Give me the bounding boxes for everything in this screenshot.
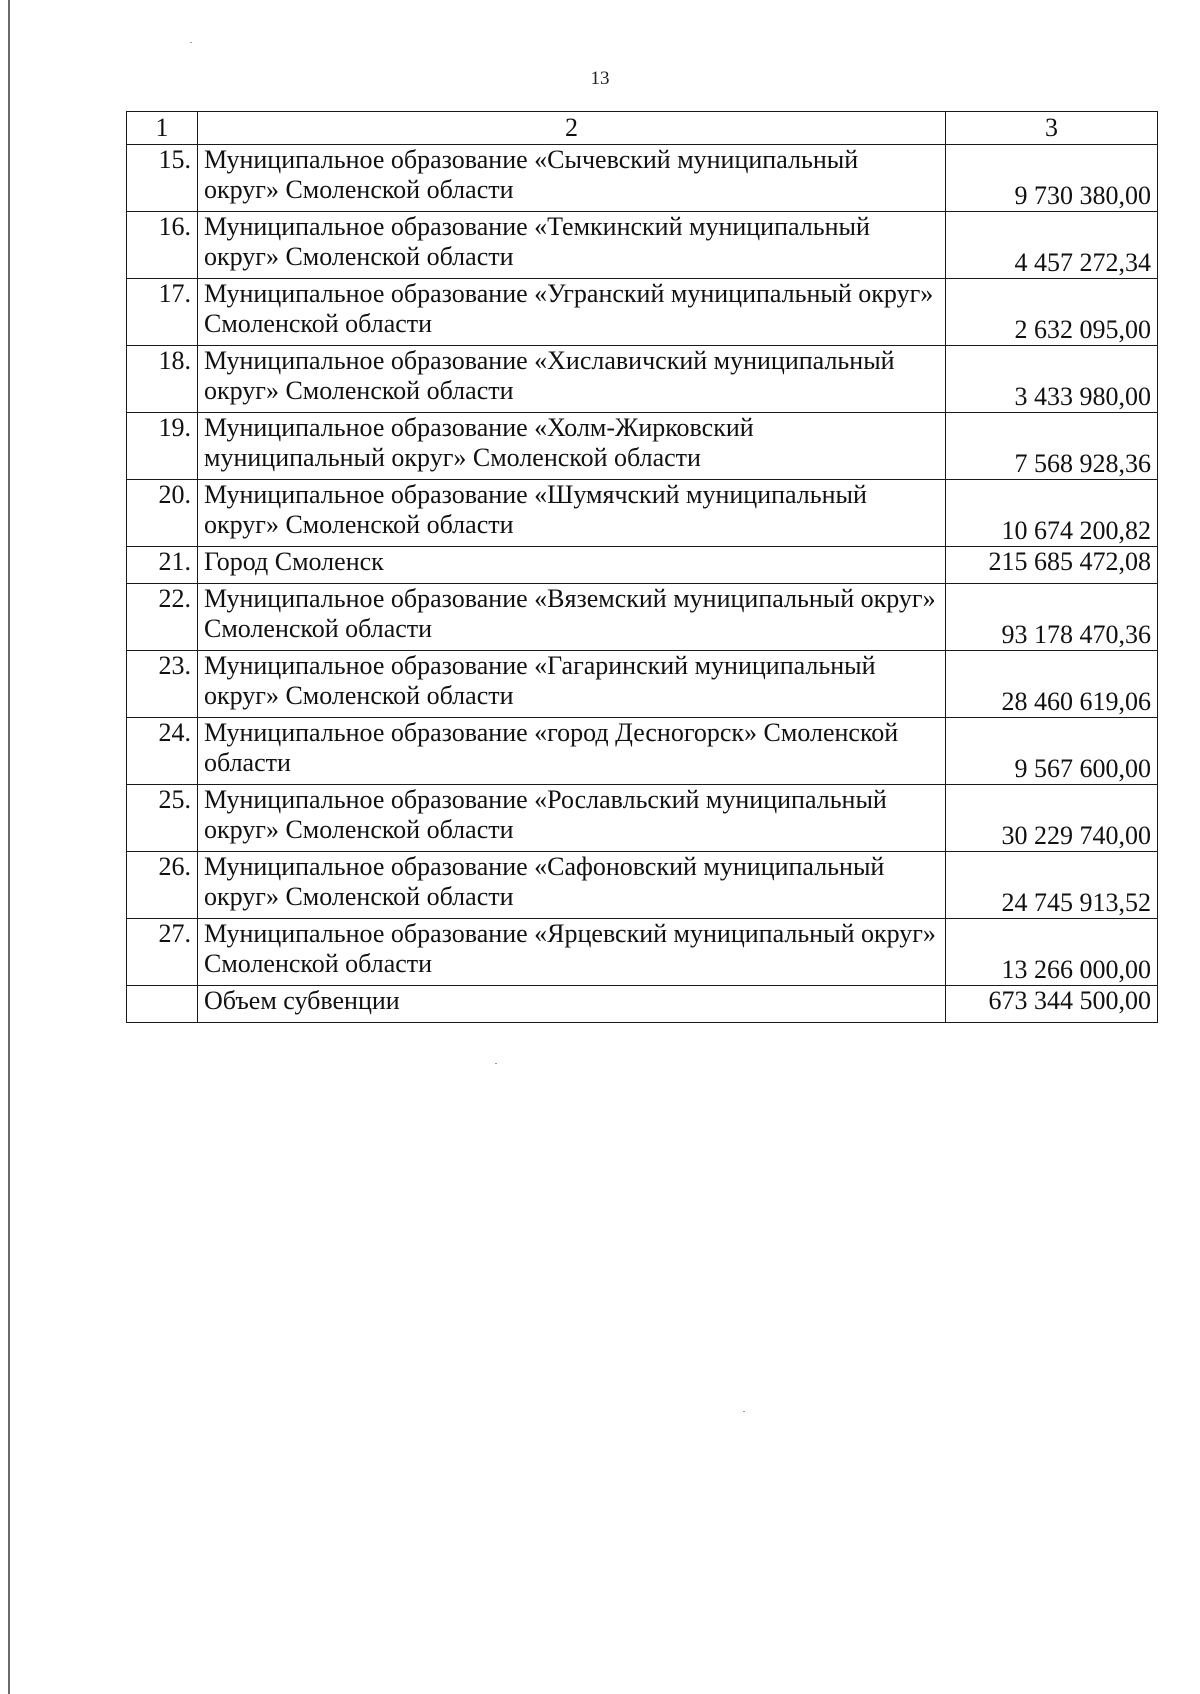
row-name: Муниципальное образование «Вяземский муниципальный округ» Смоленской области — [198, 584, 946, 651]
row-num: 21. — [127, 547, 198, 584]
row-num: 23. — [127, 651, 198, 718]
row-amount: 215 685 472,08 — [946, 547, 1158, 584]
table-header-row — [127, 112, 1158, 145]
row-amount: 9 567 600,00 — [946, 718, 1158, 785]
row-amount: 30 229 740,00 — [946, 785, 1158, 852]
table-body — [127, 112, 1158, 1023]
page-number: 13 — [590, 68, 610, 89]
table-row — [127, 852, 1158, 919]
table-row — [127, 480, 1158, 547]
row-name: Муниципальное образование «Холм-Жирковский муниципальный округ» Смоленской области — [198, 413, 946, 480]
row-amount: 13 266 000,00 — [946, 919, 1158, 986]
header-cell-name: 2 — [198, 112, 946, 145]
row-num: 25. — [127, 785, 198, 852]
scan-speck — [743, 1411, 745, 1412]
row-num: 27. — [127, 919, 198, 986]
table-row — [127, 413, 1158, 480]
table-row — [127, 919, 1158, 986]
row-num: 19. — [127, 413, 198, 480]
row-name: Муниципальное образование «Угранский муниципальный округ» Смоленской области — [198, 279, 946, 346]
row-name: Муниципальное образование «Темкинский муниципальный округ» Смоленской области — [198, 212, 946, 279]
row-num: 17. — [127, 279, 198, 346]
row-name: Муниципальное образование «Хиславичский муниципальный округ» Смоленской области — [198, 346, 946, 413]
row-num: 15. — [127, 145, 198, 212]
table-row — [127, 346, 1158, 413]
row-amount: 3 433 980,00 — [946, 346, 1158, 413]
row-num: 20. — [127, 480, 198, 547]
row-amount: 10 674 200,82 — [946, 480, 1158, 547]
row-name: Муниципальное образование «Сычевский муниципальный округ» Смоленской области — [198, 145, 946, 212]
row-amount: 2 632 095,00 — [946, 279, 1158, 346]
row-name: Город Смоленск — [198, 547, 946, 584]
table-row — [127, 718, 1158, 785]
row-name: Объем субвенции — [198, 986, 946, 1023]
table-row — [127, 212, 1158, 279]
row-name: Муниципальное образование «город Десногорск» Смоленской области — [198, 718, 946, 785]
row-name: Муниципальное образование «Ярцевский муниципальный округ» Смоленской области — [198, 919, 946, 986]
table-row — [127, 651, 1158, 718]
row-num: 22. — [127, 584, 198, 651]
row-num: 16. — [127, 212, 198, 279]
row-amount: 673 344 500,00 — [946, 986, 1158, 1023]
table-row — [127, 279, 1158, 346]
subvention-table — [126, 111, 1158, 1023]
row-amount: 4 457 272,34 — [946, 212, 1158, 279]
table-row — [127, 584, 1158, 651]
table-row — [127, 547, 1158, 584]
table-total-row — [127, 986, 1158, 1023]
row-num — [127, 986, 198, 1023]
row-amount: 93 178 470,36 — [946, 584, 1158, 651]
row-name: Муниципальное образование «Сафоновский муниципальный округ» Смоленской области — [198, 852, 946, 919]
scan-speck — [190, 42, 192, 43]
header-cell-num: 1 — [127, 112, 198, 145]
row-num: 26. — [127, 852, 198, 919]
row-name: Муниципальное образование «Шумячский муниципальный округ» Смоленской области — [198, 480, 946, 547]
row-name: Муниципальное образование «Рославльский муниципальный округ» Смоленской области — [198, 785, 946, 852]
row-amount: 28 460 619,06 — [946, 651, 1158, 718]
table-row — [127, 145, 1158, 212]
row-amount: 9 730 380,00 — [946, 145, 1158, 212]
row-name: Муниципальное образование «Гагаринский муниципальный округ» Смоленской области — [198, 651, 946, 718]
row-num: 24. — [127, 718, 198, 785]
row-amount: 7 568 928,36 — [946, 413, 1158, 480]
scan-edge-line — [8, 0, 10, 1694]
row-amount: 24 745 913,52 — [946, 852, 1158, 919]
scan-speck — [495, 1063, 497, 1064]
header-cell-amount: 3 — [946, 112, 1158, 145]
table-row — [127, 785, 1158, 852]
row-num: 18. — [127, 346, 198, 413]
